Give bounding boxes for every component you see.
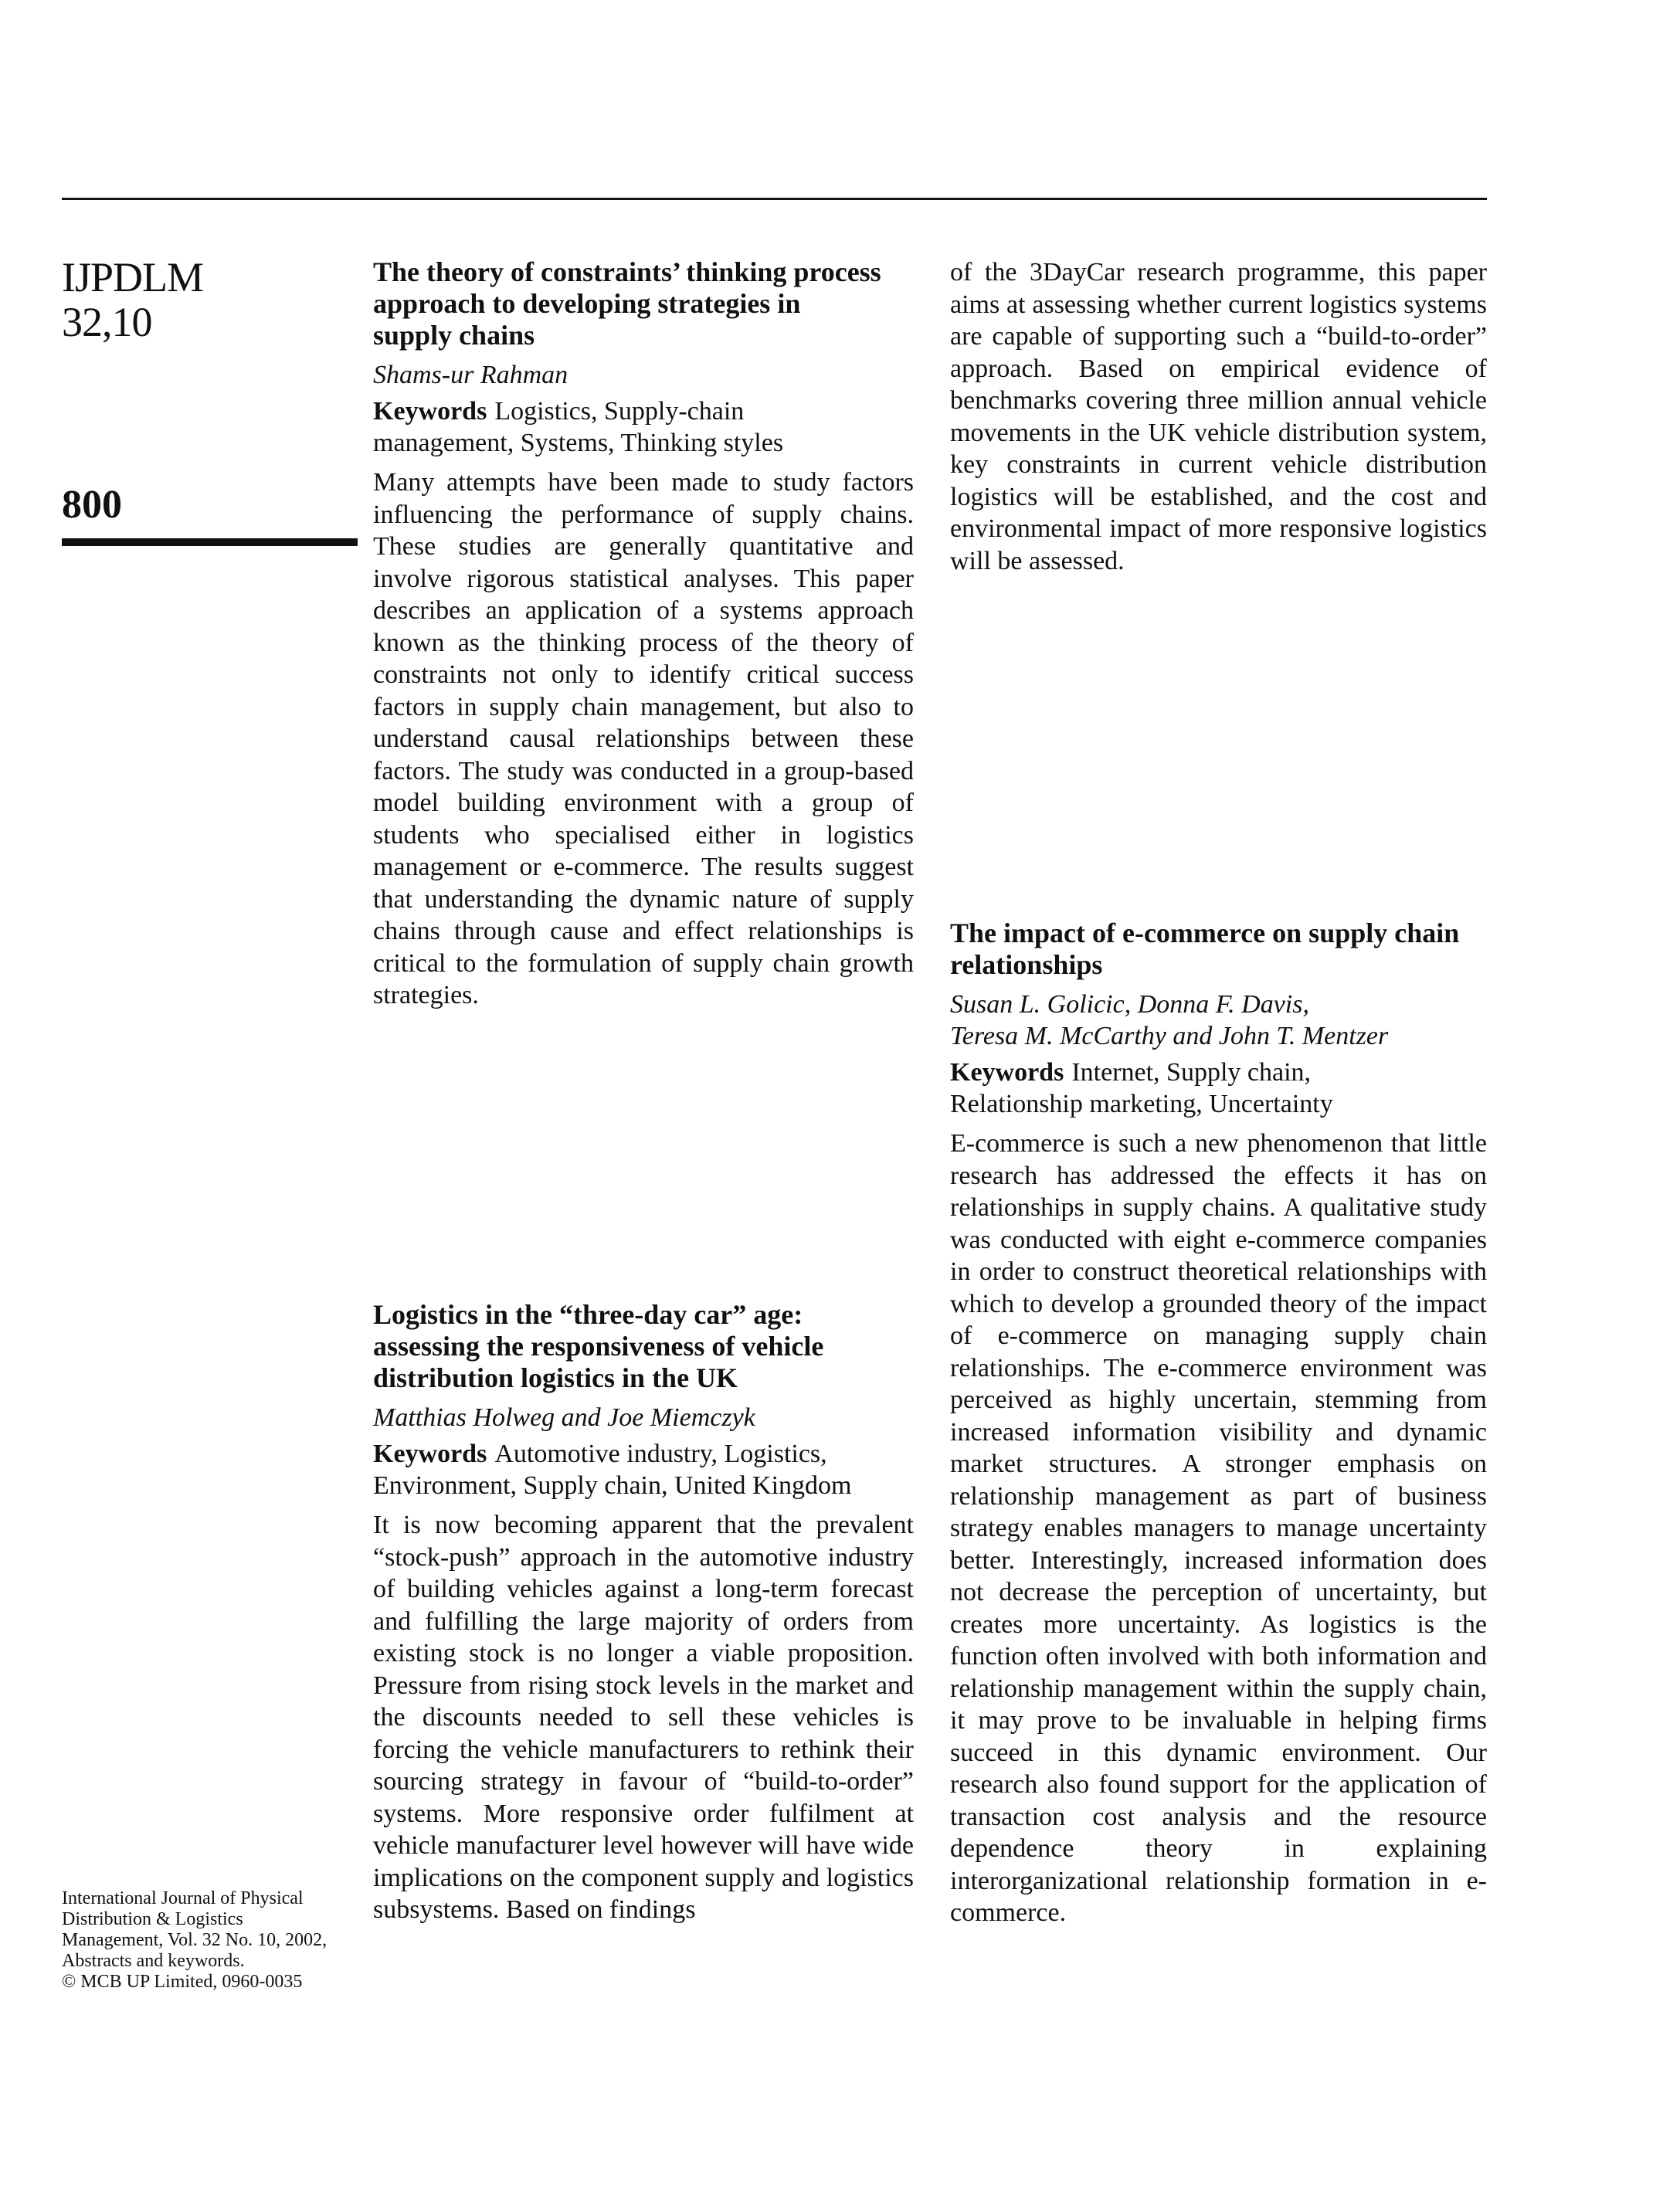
page-number-rule <box>62 538 358 546</box>
citation-line: Management, Vol. 32 No. 10, 2002, <box>62 1930 328 1950</box>
journal-citation <box>62 1888 355 1993</box>
citation-line: © MCB UP Limited, 0960-0035 <box>62 1972 303 1992</box>
abstract-keywords <box>373 395 867 459</box>
abstract-title: The impact of e-commerce on supply chain relationships <box>950 918 1460 980</box>
abstract-theory-of-constraints <box>373 256 914 1012</box>
abstract-ecommerce-impact <box>950 918 1487 1929</box>
volume-issue: 32,10 <box>62 299 152 345</box>
abstract-keywords <box>373 1438 914 1501</box>
abstract-keywords <box>950 1057 1429 1120</box>
keywords-label: Keywords <box>950 1058 1064 1087</box>
abstract-body: E-commerce is such a new phenomenon that little research has addressed the effects it has on relationships in supply chains. A qualitative study was conducted with eight e-commerce companies in order to construct theoretical relationships with which to develop a grounded theory of the impact of e-commerce on managing supply chain relationships. The e-commerce environment was perceived as highly uncertain, stemming from increased information visibility and dynamic market structures. A stronger emphasis on relationship management as part of business strategy enables managers to manage uncertainty better. Interestingly, increased information does not decrease the perception of uncertainty, but creates more uncertainty. As logistics is the function often involved with both information and relationship management within the supply chain, it may prove to be invaluable in helping firms succeed in this dynamic environment. Our research also found support for the application of transaction cost analysis and the resource dependence theory in explaining interorganizational relationship formation in e-commerce. <box>950 1129 1487 1927</box>
keywords-list: Internet, Supply chain, Relationship marketing, Uncertainty <box>950 1058 1333 1118</box>
authors-line: Susan L. Golicic, Donna F. Davis, <box>950 990 1309 1019</box>
citation-line: Distribution & Logistics <box>62 1909 243 1929</box>
page-number: 800 <box>62 483 122 527</box>
abstract-authors <box>950 989 1487 1052</box>
abstract-authors: Shams-ur Rahman <box>373 361 568 389</box>
abstract-three-day-car-continued <box>950 256 1487 577</box>
abstract-authors: Matthias Holweg and Joe Miemczyk <box>373 1403 755 1432</box>
abstract-body: It is now becoming apparent that the prevalent “stock-push” approach in the automotive industry of building vehicles against a long-term forecast and fulfilling the large majority of orders from existing stock is no longer a viable proposition. Pressure from rising stock levels in the market and the discounts needed to sell these vehicles is forcing the vehicle manufacturers to rethink their sourcing strategy in favour of “build-to-order” systems. More responsive order fulfilment at vehicle manufacturer level however will have wide implications on the component supply and logistics subsystems. Based on findings <box>373 1511 914 1924</box>
keywords-label: Keywords <box>373 1440 487 1468</box>
abstract-three-day-car <box>373 1299 914 1926</box>
header-rule <box>62 198 1487 200</box>
citation-line: Abstracts and keywords. <box>62 1951 245 1971</box>
citation-line: International Journal of Physical <box>62 1888 304 1908</box>
abstract-body: Many attempts have been made to study factors influencing the performance of supply chains. These studies are generally quantitative and involve rigorous statistical analyses. This paper describes an application of a systems approach known as the thinking process of the theory of constraints not only to identify critical success factors in supply chain management, but also to understand causal relationships between these factors. The study was conducted in a group-based model building environment with a group of students who specialised either in logistics management or e-commerce. The results suggest that understanding the dynamic nature of supply chains through cause and effect relationships is critical to the formulation of supply chain growth strategies. <box>373 468 914 1009</box>
abstract-title: Logistics in the “three-day car” age: assessing the responsiveness of vehicle distribution logistics in the UK <box>373 1299 824 1393</box>
authors-line: Teresa M. McCarthy and John T. Mentzer <box>950 1022 1389 1050</box>
keywords-label: Keywords <box>373 397 487 426</box>
abstract-body-continued: of the 3DayCar research programme, this paper aims at assessing whether current logistics systems are capable of supporting such a “build-to-order” approach. Based on empirical evidence of benchmarks covering three million annual vehicle movements in the UK vehicle distribution system, key constraints in current vehicle distribution logistics will be established, and the cost and environmental impact of more responsive logistics will be assessed. <box>950 258 1487 575</box>
journal-abbreviation: IJPDLM <box>62 254 204 300</box>
abstract-title: The theory of constraints’ thinking process approach to developing strategies in supply chains <box>373 256 881 351</box>
journal-code <box>62 255 203 344</box>
keywords-list: Automotive industry, Logistics, Environment, Supply chain, United Kingdom <box>373 1440 852 1500</box>
keywords-list: Logistics, Supply-chain management, Systems, Thinking styles <box>373 397 784 457</box>
